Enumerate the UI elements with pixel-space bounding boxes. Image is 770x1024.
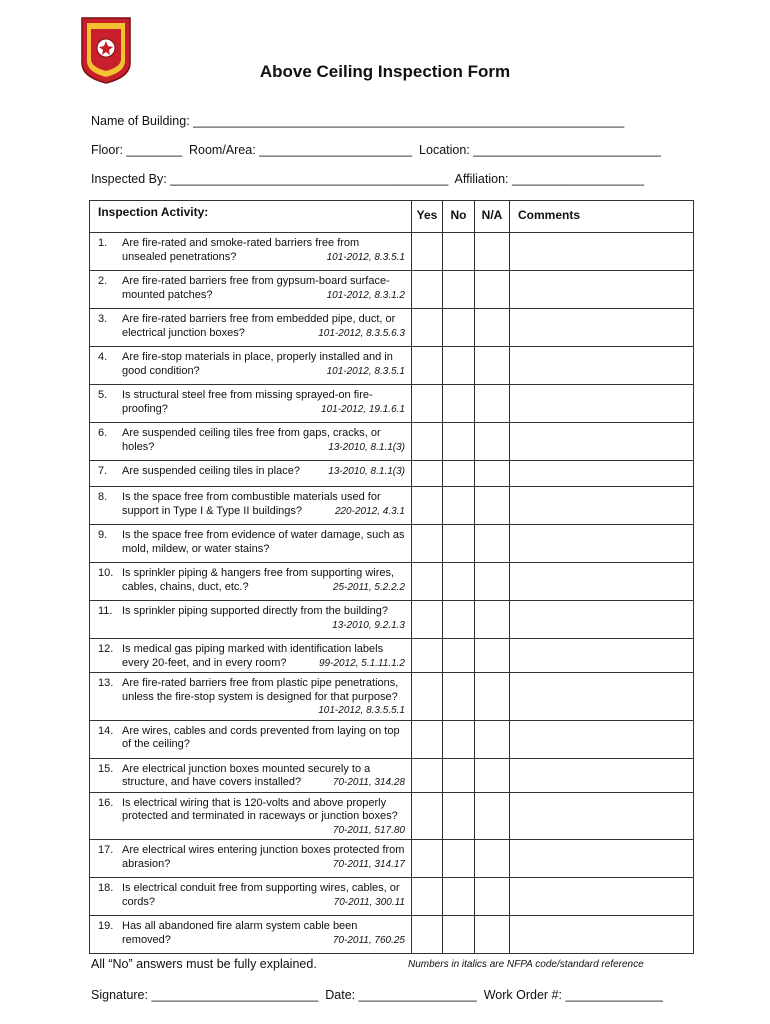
comments-cell[interactable]	[510, 601, 694, 639]
item-question-text: Is sprinkler piping & hangers free from supporting wires, cables, chains, duct, etc.?	[122, 567, 395, 593]
na-checkbox-cell[interactable]	[475, 461, 510, 487]
item-question	[122, 643, 405, 670]
no-checkbox-cell[interactable]	[443, 487, 475, 525]
inspection-item	[90, 487, 412, 525]
nfpa-reference: 70-2011, 314.17	[332, 858, 405, 870]
item-question-text: Is electrical conduit free from supporting wires, cables, or cords?	[122, 882, 400, 908]
inspection-item	[90, 639, 412, 673]
nfpa-reference: 101-2012, 19.1.6.1	[321, 403, 405, 415]
header-na: N/A	[475, 201, 510, 233]
item-question-text: Are fire-rated barriers free from plastic pipe penetrations, unless the fire-stop system is designed for that purpose?	[122, 677, 399, 703]
no-checkbox-cell[interactable]	[443, 916, 475, 954]
item-question	[122, 427, 405, 454]
header-no: No	[443, 201, 475, 233]
item-number: 14.	[98, 724, 114, 737]
item-question-text: Is sprinkler piping supported directly from the building?	[122, 605, 388, 617]
table-row	[90, 601, 694, 639]
page-title: Above Ceiling Inspection Form	[259, 62, 511, 81]
na-checkbox-cell[interactable]	[475, 385, 510, 423]
no-checkbox-cell[interactable]	[443, 840, 475, 878]
yes-checkbox-cell[interactable]	[412, 720, 443, 758]
no-checkbox-cell[interactable]	[443, 525, 475, 563]
item-number: 5.	[98, 389, 108, 401]
nfpa-reference: 70-2011, 517.80	[332, 824, 405, 836]
inspection-item	[90, 673, 412, 721]
comments-cell[interactable]	[510, 878, 694, 916]
no-checkbox-cell[interactable]	[443, 639, 475, 673]
no-checkbox-cell[interactable]	[443, 601, 475, 639]
no-checkbox-cell[interactable]	[443, 233, 475, 271]
no-checkbox-cell[interactable]	[443, 461, 475, 487]
yes-checkbox-cell[interactable]	[412, 461, 443, 487]
inspection-item	[90, 840, 412, 878]
yes-checkbox-cell[interactable]	[412, 916, 443, 954]
comments-cell[interactable]	[510, 758, 694, 792]
comments-cell[interactable]	[510, 720, 694, 758]
table-row	[90, 385, 694, 423]
yes-checkbox-cell[interactable]	[412, 271, 443, 309]
table-row	[90, 758, 694, 792]
yes-checkbox-cell[interactable]	[412, 385, 443, 423]
na-checkbox-cell[interactable]	[475, 271, 510, 309]
na-checkbox-cell[interactable]	[475, 309, 510, 347]
item-question-text: Is electrical wiring that is 120-volts and above properly protected and terminated in raceways or junction boxes?	[122, 796, 398, 822]
item-number: 9.	[98, 529, 108, 541]
item-question	[122, 763, 405, 790]
yes-checkbox-cell[interactable]	[412, 792, 443, 840]
comments-cell[interactable]	[510, 792, 694, 840]
na-checkbox-cell[interactable]	[475, 720, 510, 758]
item-question	[122, 797, 405, 838]
nfpa-reference: 13-2010, 9.2.1.3	[332, 619, 405, 631]
item-question	[122, 844, 405, 871]
inspection-item	[90, 916, 412, 954]
nfpa-reference: 70-2011, 300.11	[333, 896, 405, 908]
item-question-text: Are electrical wires entering junction boxes protected from abrasion?	[122, 844, 405, 870]
header-comments: Comments	[510, 201, 694, 233]
item-question	[122, 491, 405, 518]
comments-cell[interactable]	[510, 309, 694, 347]
item-question	[122, 605, 405, 632]
table-row	[90, 347, 694, 385]
item-number: 15.	[98, 762, 114, 775]
nfpa-reference: 101-2012, 8.3.5.6.3	[318, 327, 405, 339]
nfpa-reference: 220-2012, 4.3.1	[334, 505, 405, 517]
na-checkbox-cell[interactable]	[475, 792, 510, 840]
item-number: 17.	[98, 844, 114, 856]
nfpa-reference: 101-2012, 8.3.5.1	[326, 365, 405, 377]
comments-cell[interactable]	[510, 916, 694, 954]
comments-cell[interactable]	[510, 347, 694, 385]
inspection-item	[90, 423, 412, 461]
na-checkbox-cell[interactable]	[475, 423, 510, 461]
table-row	[90, 525, 694, 563]
item-question-text: Is structural steel free from missing sprayed-on fire-proofing?	[122, 389, 373, 415]
na-checkbox-cell[interactable]	[475, 639, 510, 673]
yes-checkbox-cell[interactable]	[412, 233, 443, 271]
comments-cell[interactable]	[510, 423, 694, 461]
yes-checkbox-cell[interactable]	[412, 758, 443, 792]
na-checkbox-cell[interactable]	[475, 840, 510, 878]
yes-checkbox-cell[interactable]	[412, 840, 443, 878]
item-question	[122, 275, 405, 302]
item-question-text: Are fire-rated barriers free from gypsum-board surface-mounted patches?	[122, 275, 390, 301]
no-checkbox-cell[interactable]	[443, 309, 475, 347]
yes-checkbox-cell[interactable]	[412, 601, 443, 639]
yes-checkbox-cell[interactable]	[412, 878, 443, 916]
comments-cell[interactable]	[510, 840, 694, 878]
item-number: 1.	[98, 237, 108, 249]
table-row	[90, 878, 694, 916]
item-question	[122, 529, 405, 556]
yes-checkbox-cell[interactable]	[412, 525, 443, 563]
no-checkbox-cell[interactable]	[443, 563, 475, 601]
inspection-item	[90, 461, 412, 487]
item-question-text: Are fire-stop materials in place, properly installed and in good condition?	[122, 351, 393, 377]
item-question	[122, 677, 405, 718]
building-name-field[interactable]: Name of Building: ______________________________________________________________	[91, 114, 625, 128]
table-row	[90, 720, 694, 758]
no-checkbox-cell[interactable]	[443, 347, 475, 385]
no-checkbox-cell[interactable]	[443, 673, 475, 721]
yes-checkbox-cell[interactable]	[412, 309, 443, 347]
table-row	[90, 233, 694, 271]
item-question-text: Are wires, cables and cords prevented from laying on top of the ceiling?	[122, 724, 400, 750]
table-row	[90, 792, 694, 840]
na-checkbox-cell[interactable]	[475, 525, 510, 563]
inspection-item	[90, 525, 412, 563]
comments-cell[interactable]	[510, 673, 694, 721]
item-question	[122, 882, 405, 909]
inspection-item	[90, 792, 412, 840]
inspection-item	[90, 309, 412, 347]
table-row	[90, 461, 694, 487]
item-number: 4.	[98, 351, 108, 363]
item-number: 3.	[98, 313, 108, 325]
table-row	[90, 639, 694, 673]
inspection-item	[90, 720, 412, 758]
item-number: 12.	[98, 643, 114, 655]
item-question	[122, 313, 405, 340]
nfpa-reference-note: Numbers in italics are NFPA code/standard reference	[408, 959, 644, 970]
inspection-item	[90, 233, 412, 271]
item-question	[122, 920, 405, 947]
comments-cell[interactable]	[510, 385, 694, 423]
item-question-text: Are suspended ceiling tiles free from gaps, cracks, or holes?	[122, 427, 381, 453]
comments-cell[interactable]	[510, 639, 694, 673]
item-question	[122, 389, 405, 416]
item-question-text: Is the space free from combustible materials used for support in Type I & Type II buildings?	[122, 491, 381, 517]
signature-date-workorder-line[interactable]: Signature: ________________________ Date: _________________ Work Order #: ______________	[91, 988, 663, 1002]
inspection-item	[90, 347, 412, 385]
item-number: 19.	[98, 920, 114, 932]
nfpa-reference: 70-2011, 760.25	[332, 934, 405, 946]
comments-cell[interactable]	[510, 461, 694, 487]
item-question-text: Are suspended ceiling tiles in place?	[122, 465, 300, 477]
item-question	[122, 567, 405, 594]
yes-checkbox-cell[interactable]	[412, 347, 443, 385]
table-row	[90, 487, 694, 525]
table-row	[90, 271, 694, 309]
table-header-row	[90, 201, 694, 233]
na-checkbox-cell[interactable]	[475, 673, 510, 721]
na-checkbox-cell[interactable]	[475, 563, 510, 601]
table-row	[90, 673, 694, 721]
item-question-text: Are electrical junction boxes mounted securely to a structure, and have covers installed?	[122, 762, 371, 788]
inspection-item	[90, 758, 412, 792]
item-number: 6.	[98, 427, 108, 439]
nfpa-reference: 99-2012, 5.1.11.1.2	[319, 657, 405, 669]
nfpa-reference: 101-2012, 8.3.5.1	[326, 251, 405, 263]
yes-checkbox-cell[interactable]	[412, 639, 443, 673]
no-checkbox-cell[interactable]	[443, 720, 475, 758]
na-checkbox-cell[interactable]	[475, 758, 510, 792]
header-yes: Yes	[412, 201, 443, 233]
table-row	[90, 423, 694, 461]
na-checkbox-cell[interactable]	[475, 916, 510, 954]
comments-cell[interactable]	[510, 233, 694, 271]
table-row	[90, 840, 694, 878]
nfpa-reference: 13-2010, 8.1.1(3)	[328, 441, 405, 453]
item-question	[122, 465, 405, 479]
yes-checkbox-cell[interactable]	[412, 673, 443, 721]
no-checkbox-cell[interactable]	[443, 271, 475, 309]
item-question-text: Is the space free from evidence of water damage, such as mold, mildew, or water stains?	[122, 529, 405, 555]
item-number: 2.	[98, 275, 108, 287]
inspection-item	[90, 878, 412, 916]
inspection-item	[90, 563, 412, 601]
item-question	[122, 237, 405, 264]
no-checkbox-cell[interactable]	[443, 792, 475, 840]
yes-checkbox-cell[interactable]	[412, 423, 443, 461]
item-number: 10.	[98, 567, 114, 579]
inspection-item	[90, 271, 412, 309]
na-checkbox-cell[interactable]	[475, 601, 510, 639]
item-number: 13.	[98, 677, 114, 689]
floor-room-location-field[interactable]: Floor: ________ Room/Area: ______________________ Location: ___________________________	[91, 143, 661, 157]
item-question-text: Has all abandoned fire alarm system cable been removed?	[122, 920, 358, 946]
item-question-text: Are fire-rated barriers free from embedded pipe, duct, or electrical junction boxes?	[122, 313, 396, 339]
item-question	[122, 351, 405, 378]
item-number: 18.	[98, 882, 114, 894]
item-number: 16.	[98, 796, 114, 809]
no-checkbox-cell[interactable]	[443, 878, 475, 916]
nfpa-reference: 101-2012, 8.3.5.5.1	[318, 705, 405, 716]
nfpa-reference: 13-2010, 8.1.1(3)	[328, 466, 405, 477]
comments-cell[interactable]	[510, 487, 694, 525]
item-number: 11.	[98, 605, 113, 617]
inspection-item	[90, 385, 412, 423]
table-row	[90, 563, 694, 601]
comments-cell[interactable]	[510, 525, 694, 563]
na-checkbox-cell[interactable]	[475, 347, 510, 385]
comments-cell[interactable]	[510, 563, 694, 601]
no-checkbox-cell[interactable]	[443, 758, 475, 792]
yes-checkbox-cell[interactable]	[412, 563, 443, 601]
yes-checkbox-cell[interactable]	[412, 487, 443, 525]
inspected-by-affiliation-field[interactable]: Inspected By: ________________________________________ Affiliation: ___________________	[91, 172, 645, 186]
header-activity: Inspection Activity:	[90, 201, 412, 233]
item-question-text: Are fire-rated and smoke-rated barriers free from unsealed penetrations?	[122, 237, 360, 263]
na-checkbox-cell[interactable]	[475, 233, 510, 271]
no-answers-note: All “No” answers must be fully explained.	[91, 957, 317, 971]
nfpa-reference: 25-2011, 5.2.2.2	[332, 581, 405, 593]
na-checkbox-cell[interactable]	[475, 878, 510, 916]
no-checkbox-cell[interactable]	[443, 423, 475, 461]
table-row	[90, 916, 694, 954]
comments-cell[interactable]	[510, 271, 694, 309]
inspection-item	[90, 601, 412, 639]
item-number: 7.	[98, 465, 108, 477]
nfpa-reference: 70-2011, 314.28	[332, 777, 405, 788]
nfpa-reference: 101-2012, 8.3.1.2	[326, 289, 405, 301]
inspection-table	[89, 200, 694, 954]
na-checkbox-cell[interactable]	[475, 487, 510, 525]
table-row	[90, 309, 694, 347]
no-checkbox-cell[interactable]	[443, 385, 475, 423]
item-question	[122, 725, 405, 752]
item-number: 8.	[98, 491, 108, 503]
item-question-text: Is medical gas piping marked with identification labels every 20-feet, and in every room?	[122, 643, 384, 669]
